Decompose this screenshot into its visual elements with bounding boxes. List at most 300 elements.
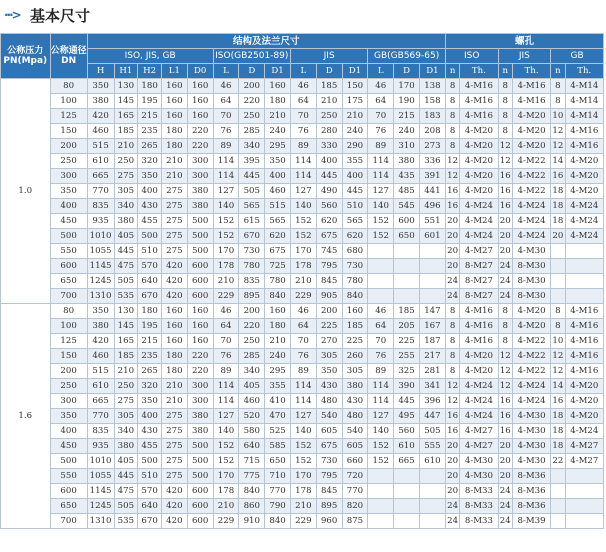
table-cell: 24 <box>498 499 512 514</box>
column-header: Th. <box>460 64 498 79</box>
table-cell: 260 <box>342 349 368 364</box>
nominal-diameter-cell: 400 <box>50 424 87 439</box>
table-cell: 305 <box>316 349 342 364</box>
nominal-diameter-cell: 450 <box>50 214 87 229</box>
table-cell: 430 <box>138 424 162 439</box>
table-cell: 600 <box>187 274 213 289</box>
table-cell <box>565 259 603 274</box>
table-row <box>1 229 604 244</box>
table-cell <box>565 499 603 514</box>
table-cell: 275 <box>161 199 187 214</box>
table-cell: 46 <box>290 79 316 94</box>
table-cell: 140 <box>290 424 316 439</box>
table-cell: 551 <box>419 214 445 229</box>
table-cell: 4-M16 <box>512 79 550 94</box>
table-cell: 430 <box>342 394 368 409</box>
table-cell: 160 <box>187 94 213 109</box>
table-cell: 500 <box>138 454 162 469</box>
table-cell: 1245 <box>87 499 114 514</box>
table-cell: 210 <box>161 379 187 394</box>
table-cell: 180 <box>161 349 187 364</box>
table-cell: 140 <box>213 424 239 439</box>
table-cell: 12 <box>498 364 512 379</box>
table-cell: 16 <box>551 394 565 409</box>
table-cell: 12 <box>498 379 512 394</box>
table-cell <box>565 514 603 529</box>
table-cell: 4-M20 <box>565 409 603 424</box>
table-cell: 229 <box>290 514 316 529</box>
table-cell <box>368 259 394 274</box>
table-cell: 152 <box>290 439 316 454</box>
table-cell: 4-M16 <box>512 94 550 109</box>
table-cell: 76 <box>368 349 394 364</box>
table-cell: 510 <box>138 244 162 259</box>
table-cell: 195 <box>138 319 162 334</box>
table-cell: 190 <box>394 94 420 109</box>
table-cell: 275 <box>161 454 187 469</box>
table-cell: 285 <box>239 349 265 364</box>
table-cell: 585 <box>265 439 291 454</box>
table-cell: 20 <box>498 229 512 244</box>
table-cell: 210 <box>114 364 138 379</box>
table-cell: 4-M24 <box>512 229 550 244</box>
table-cell: 18 <box>551 424 565 439</box>
table-cell: 1055 <box>87 244 114 259</box>
table-cell: 455 <box>138 214 162 229</box>
table-cell <box>394 469 420 484</box>
table-cell: 160 <box>161 304 187 319</box>
table-row <box>1 514 604 529</box>
table-cell: 12 <box>551 124 565 139</box>
table-row <box>1 109 604 124</box>
table-cell: 114 <box>368 169 394 184</box>
nominal-diameter-cell: 350 <box>50 184 87 199</box>
table-cell: 610 <box>87 154 114 169</box>
table-cell: 4-M24 <box>565 214 603 229</box>
table-cell: 12 <box>551 139 565 154</box>
table-cell <box>565 289 603 304</box>
table-cell: 610 <box>419 454 445 469</box>
table-cell: 475 <box>114 259 138 274</box>
table-cell: 405 <box>239 379 265 394</box>
column-header: n <box>445 64 459 79</box>
table-cell: 445 <box>316 169 342 184</box>
table-cell: 8 <box>551 304 565 319</box>
header-pn: 公称压力PN(Mpa) <box>1 34 51 79</box>
table-cell: 505 <box>419 424 445 439</box>
table-cell: 770 <box>265 484 291 499</box>
table-cell: 255 <box>394 349 420 364</box>
table-cell: 391 <box>419 169 445 184</box>
table-cell: 935 <box>87 439 114 454</box>
table-cell <box>551 259 565 274</box>
table-cell: 250 <box>239 334 265 349</box>
table-cell: 4-M30 <box>512 409 550 424</box>
table-cell: 220 <box>187 364 213 379</box>
table-row <box>1 319 604 334</box>
table-cell: 265 <box>138 139 162 154</box>
table-cell: 910 <box>239 514 265 529</box>
table-cell: 46 <box>368 304 394 319</box>
table-cell: 12 <box>445 154 459 169</box>
table-row <box>1 169 604 184</box>
table-cell: 445 <box>239 169 265 184</box>
table-cell: 485 <box>394 184 420 199</box>
table-row <box>1 439 604 454</box>
table-cell: 281 <box>419 364 445 379</box>
column-header: D0 <box>187 64 213 79</box>
table-cell: 745 <box>316 244 342 259</box>
table-cell: 160 <box>161 94 187 109</box>
table-cell: 160 <box>161 334 187 349</box>
table-cell: 4-M20 <box>512 139 550 154</box>
table-cell: 16 <box>445 409 459 424</box>
table-cell: 480 <box>342 409 368 424</box>
table-cell: 420 <box>87 334 114 349</box>
nominal-diameter-cell: 500 <box>50 454 87 469</box>
table-cell: 229 <box>290 289 316 304</box>
table-cell: 240 <box>394 124 420 139</box>
table-cell: 665 <box>394 454 420 469</box>
table-cell: 24 <box>445 514 459 529</box>
page-title: 基本尺寸 <box>30 7 91 25</box>
table-cell: 210 <box>290 499 316 514</box>
table-cell <box>368 499 394 514</box>
table-cell <box>565 244 603 259</box>
table-cell: 64 <box>290 94 316 109</box>
title-arrow-icon: ···> <box>4 8 20 22</box>
table-cell: 152 <box>368 454 394 469</box>
table-cell <box>419 514 445 529</box>
table-cell: 16 <box>498 184 512 199</box>
table-cell: 515 <box>87 139 114 154</box>
table-cell: 320 <box>138 379 162 394</box>
table-cell: 229 <box>213 289 239 304</box>
table-row <box>1 274 604 289</box>
table-cell: 840 <box>265 289 291 304</box>
table-cell: 8 <box>445 319 459 334</box>
table-cell: 170 <box>290 244 316 259</box>
nominal-diameter-cell: 350 <box>50 409 87 424</box>
table-cell: 460 <box>87 124 114 139</box>
table-cell: 114 <box>213 169 239 184</box>
table-cell: 8 <box>445 334 459 349</box>
table-cell: 76 <box>213 124 239 139</box>
table-cell: 1010 <box>87 229 114 244</box>
table-cell: 208 <box>419 124 445 139</box>
table-cell <box>394 244 420 259</box>
table-cell: 160 <box>187 319 213 334</box>
table-header <box>1 34 604 79</box>
table-cell: 152 <box>368 214 394 229</box>
table-cell: 495 <box>394 409 420 424</box>
table-cell: 535 <box>114 514 138 529</box>
table-cell: 660 <box>342 454 368 469</box>
column-header: L <box>213 64 239 79</box>
table-cell: 8-M30 <box>512 274 550 289</box>
column-header: Th. <box>565 64 603 79</box>
table-cell: 89 <box>213 364 239 379</box>
table-cell: 225 <box>342 334 368 349</box>
table-cell: 4-M16 <box>460 79 498 94</box>
table-cell: 46 <box>368 79 394 94</box>
table-cell: 795 <box>316 259 342 274</box>
table-cell: 295 <box>265 364 291 379</box>
table-cell: 210 <box>265 109 291 124</box>
table-cell: 20 <box>498 214 512 229</box>
table-cell: 4-M30 <box>460 454 498 469</box>
table-cell: 410 <box>265 394 291 409</box>
table-cell: 620 <box>316 214 342 229</box>
table-cell: 170 <box>290 469 316 484</box>
table-cell: 435 <box>394 169 420 184</box>
table-cell: 340 <box>239 364 265 379</box>
table-cell: 4-M22 <box>512 349 550 364</box>
table-cell: 165 <box>114 334 138 349</box>
table-cell: 64 <box>213 319 239 334</box>
table-cell: 160 <box>265 304 291 319</box>
table-cell: 152 <box>213 439 239 454</box>
table-cell: 24 <box>498 484 512 499</box>
table-cell: 215 <box>138 109 162 124</box>
table-cell: 4-M27 <box>565 439 603 454</box>
table-row <box>1 394 604 409</box>
table-cell: 160 <box>342 304 368 319</box>
table-row <box>1 454 604 469</box>
column-header: H <box>87 64 114 79</box>
table-cell: 670 <box>138 514 162 529</box>
table-cell: 420 <box>161 499 187 514</box>
table-cell: 380 <box>187 199 213 214</box>
table-cell: 240 <box>265 349 291 364</box>
table-cell <box>368 274 394 289</box>
table-cell: 114 <box>368 379 394 394</box>
table-cell: 305 <box>114 409 138 424</box>
table-cell: 300 <box>187 154 213 169</box>
table-cell: 178 <box>290 484 316 499</box>
table-cell: 555 <box>419 439 445 454</box>
table-row <box>1 379 604 394</box>
table-cell: 20 <box>445 229 459 244</box>
table-cell <box>368 484 394 499</box>
table-cell: 505 <box>114 274 138 289</box>
table-cell: 8-M36 <box>512 484 550 499</box>
table-cell: 76 <box>290 124 316 139</box>
table-cell: 8 <box>498 319 512 334</box>
table-cell <box>551 469 565 484</box>
table-cell: 240 <box>265 124 291 139</box>
table-cell: 18 <box>551 184 565 199</box>
table-cell: 935 <box>87 214 114 229</box>
table-cell: 460 <box>239 394 265 409</box>
table-cell <box>551 244 565 259</box>
nominal-diameter-cell: 550 <box>50 469 87 484</box>
table-cell: 380 <box>87 319 114 334</box>
table-cell: 960 <box>316 514 342 529</box>
table-cell: 840 <box>265 514 291 529</box>
table-cell: 160 <box>187 304 213 319</box>
table-cell: 64 <box>290 319 316 334</box>
table-cell: 18 <box>551 214 565 229</box>
table-cell: 4-M24 <box>512 199 550 214</box>
table-cell: 420 <box>161 289 187 304</box>
table-cell: 600 <box>187 499 213 514</box>
table-cell: 70 <box>368 109 394 124</box>
table-cell: 24 <box>498 259 512 274</box>
header-bolt: 螺孔 <box>445 34 603 49</box>
table-cell: 775 <box>239 469 265 484</box>
table-cell: 905 <box>316 289 342 304</box>
table-cell: 14 <box>551 154 565 169</box>
table-cell: 4-M24 <box>460 199 498 214</box>
table-cell: 350 <box>87 304 114 319</box>
table-cell: 300 <box>187 169 213 184</box>
table-cell: 835 <box>87 424 114 439</box>
table-cell: 10 <box>551 109 565 124</box>
table-cell: 540 <box>316 409 342 424</box>
table-cell: 275 <box>161 184 187 199</box>
table-cell <box>368 244 394 259</box>
table-cell: 225 <box>316 319 342 334</box>
table-cell: 840 <box>239 484 265 499</box>
table-cell: 20 <box>551 229 565 244</box>
table-cell: 496 <box>419 199 445 214</box>
table-cell: 138 <box>419 79 445 94</box>
table-cell: 89 <box>213 139 239 154</box>
nominal-diameter-cell: 700 <box>50 514 87 529</box>
table-cell: 64 <box>213 94 239 109</box>
table-cell: 8 <box>445 109 459 124</box>
table-cell: 4-M20 <box>512 304 550 319</box>
table-cell: 4-M30 <box>460 469 498 484</box>
table-cell: 24 <box>498 274 512 289</box>
table-cell: 76 <box>368 124 394 139</box>
table-cell: 500 <box>138 229 162 244</box>
table-cell: 114 <box>290 394 316 409</box>
table-cell: 16 <box>551 169 565 184</box>
header-bolt-gb: GB <box>551 49 604 64</box>
table-cell: 1010 <box>87 454 114 469</box>
table-cell: 8 <box>445 364 459 379</box>
table-cell: 500 <box>187 439 213 454</box>
pressure-cell: 1.0 <box>1 79 51 304</box>
table-cell: 140 <box>368 424 394 439</box>
table-cell: 445 <box>114 244 138 259</box>
table-cell: 4-M24 <box>460 409 498 424</box>
table-cell: 1310 <box>87 289 114 304</box>
table-cell: 330 <box>316 139 342 154</box>
table-cell: 730 <box>239 244 265 259</box>
table-cell: 441 <box>419 184 445 199</box>
header-iso-jis-gb: ISO, JIS, GB <box>87 49 213 64</box>
table-cell: 145 <box>114 319 138 334</box>
table-cell: 46 <box>213 79 239 94</box>
table-cell: 152 <box>213 214 239 229</box>
table-cell <box>551 484 565 499</box>
table-cell: 601 <box>419 229 445 244</box>
table-cell: 4-M16 <box>565 319 603 334</box>
table-cell: 24 <box>445 274 459 289</box>
table-cell: 565 <box>239 199 265 214</box>
table-cell: 195 <box>138 94 162 109</box>
table-cell: 180 <box>161 364 187 379</box>
table-cell: 4-M20 <box>460 364 498 379</box>
table-cell: 167 <box>419 319 445 334</box>
table-cell: 720 <box>342 469 368 484</box>
table-cell: 8-M36 <box>512 499 550 514</box>
table-cell: 220 <box>187 139 213 154</box>
table-cell: 127 <box>368 409 394 424</box>
table-cell <box>368 469 394 484</box>
table-cell <box>565 469 603 484</box>
table-cell: 275 <box>114 394 138 409</box>
table-cell: 145 <box>114 94 138 109</box>
table-cell: 770 <box>342 484 368 499</box>
table-cell: 4-M30 <box>512 244 550 259</box>
table-cell: 790 <box>265 499 291 514</box>
table-cell: 210 <box>114 139 138 154</box>
table-row <box>1 154 604 169</box>
table-cell: 240 <box>342 124 368 139</box>
column-header: H2 <box>138 64 162 79</box>
table-cell: 4-M20 <box>565 154 603 169</box>
table-cell: 525 <box>265 424 291 439</box>
table-cell: 420 <box>87 109 114 124</box>
table-cell: 730 <box>342 259 368 274</box>
table-cell: 4-M20 <box>565 379 603 394</box>
table-cell: 20 <box>445 259 459 274</box>
table-cell: 4-M30 <box>512 454 550 469</box>
table-cell: 20 <box>445 469 459 484</box>
header-bolt-iso: ISO <box>445 49 498 64</box>
table-cell: 130 <box>114 304 138 319</box>
table-cell: 405 <box>114 229 138 244</box>
table-cell: 8 <box>445 139 459 154</box>
nominal-diameter-cell: 100 <box>50 94 87 109</box>
table-cell: 640 <box>239 439 265 454</box>
table-row <box>1 124 604 139</box>
table-cell: 490 <box>316 184 342 199</box>
table-cell: 8 <box>498 79 512 94</box>
nominal-diameter-cell: 650 <box>50 274 87 289</box>
table-cell: 460 <box>265 184 291 199</box>
table-cell: 160 <box>161 109 187 124</box>
table-cell <box>394 289 420 304</box>
table-cell: 640 <box>138 274 162 289</box>
table-cell: 235 <box>138 349 162 364</box>
table-cell: 580 <box>239 424 265 439</box>
table-cell: 670 <box>239 229 265 244</box>
table-cell: 640 <box>138 499 162 514</box>
table-cell: 4-M24 <box>512 394 550 409</box>
table-cell: 24 <box>498 289 512 304</box>
table-cell: 795 <box>316 469 342 484</box>
table-cell: 270 <box>316 334 342 349</box>
table-cell: 114 <box>290 154 316 169</box>
nominal-diameter-cell: 300 <box>50 394 87 409</box>
table-cell: 70 <box>213 109 239 124</box>
table-cell: 455 <box>138 439 162 454</box>
table-cell: 275 <box>161 214 187 229</box>
table-cell: 12 <box>498 139 512 154</box>
table-cell: 127 <box>368 184 394 199</box>
table-cell: 665 <box>87 169 114 184</box>
table-cell: 605 <box>342 439 368 454</box>
table-row <box>1 484 604 499</box>
table-cell <box>551 274 565 289</box>
table-cell: 250 <box>316 109 342 124</box>
table-row <box>1 304 604 319</box>
